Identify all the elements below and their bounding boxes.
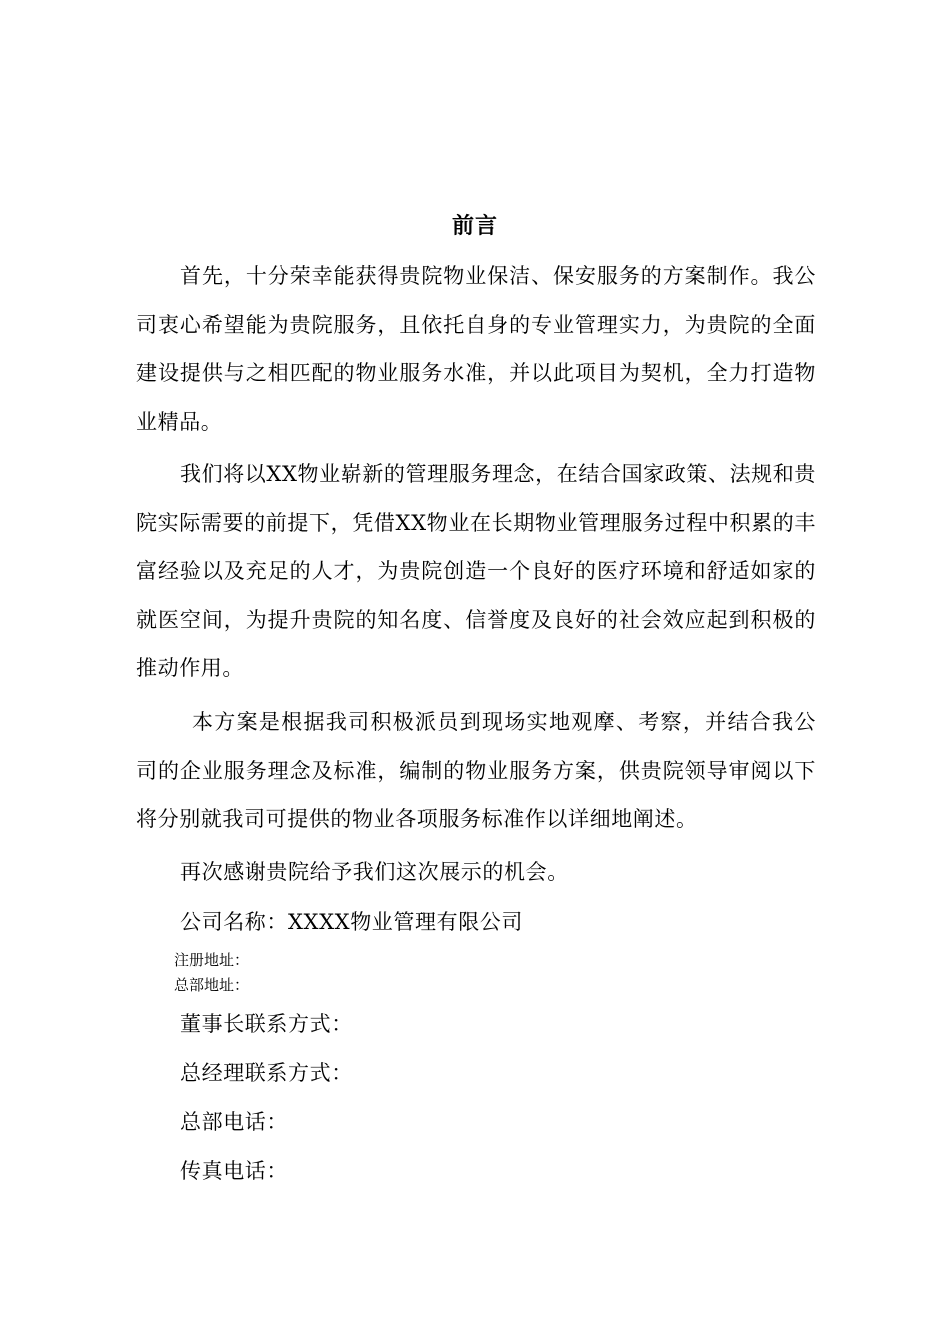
page-title: 前言: [451, 213, 498, 239]
fax-line: 传真电话：: [180, 1159, 288, 1183]
gm-contact-line: 总经理联系方式：: [180, 1061, 353, 1085]
thanks-line: 再次感谢贵院给予我们这次展示的机会。: [180, 860, 569, 884]
chairman-contact-line: 董事长联系方式：: [180, 1012, 353, 1036]
proposal-basis-paragraph: 本方案是根据我司积极派员到现场实地观摩、考察，并结合我公司的企业服务理念及标准，编制的物业服务方案，供贵院领导审阅以下将分别就我司可提供的物业各项服务标准作以详细地阐述。: [136, 710, 816, 831]
service-concept-paragraph: 我们将以XX物业崭新的管理服务理念，在结合国家政策、法规和贵院实际需要的前提下，凭借XX物业在长期物业管理服务过程中积累的丰富经验以及充足的人才，为贵院创造一个良好的医疗环境和舒适如家的就医空间，为提升贵院的知名度、信誉度及良好的社会效应起到积极的推动作用。: [136, 462, 816, 680]
hq-phone-line: 总部电话：: [180, 1110, 288, 1134]
registered-address-line: 注册地址：: [174, 951, 250, 969]
company-name-line: 公司名称：XXXX物业管理有限公司: [180, 910, 523, 934]
intro-paragraph: 首先，十分荣幸能获得贵院物业保洁、保安服务的方案制作。我公司衷心希望能为贵院服务，且依托自身的专业管理实力，为贵院的全面建设提供与之相匹配的物业服务水准，并以此项目为契机，全力打造物业精品。: [136, 264, 816, 434]
hq-address-line: 总部地址：: [174, 976, 250, 994]
